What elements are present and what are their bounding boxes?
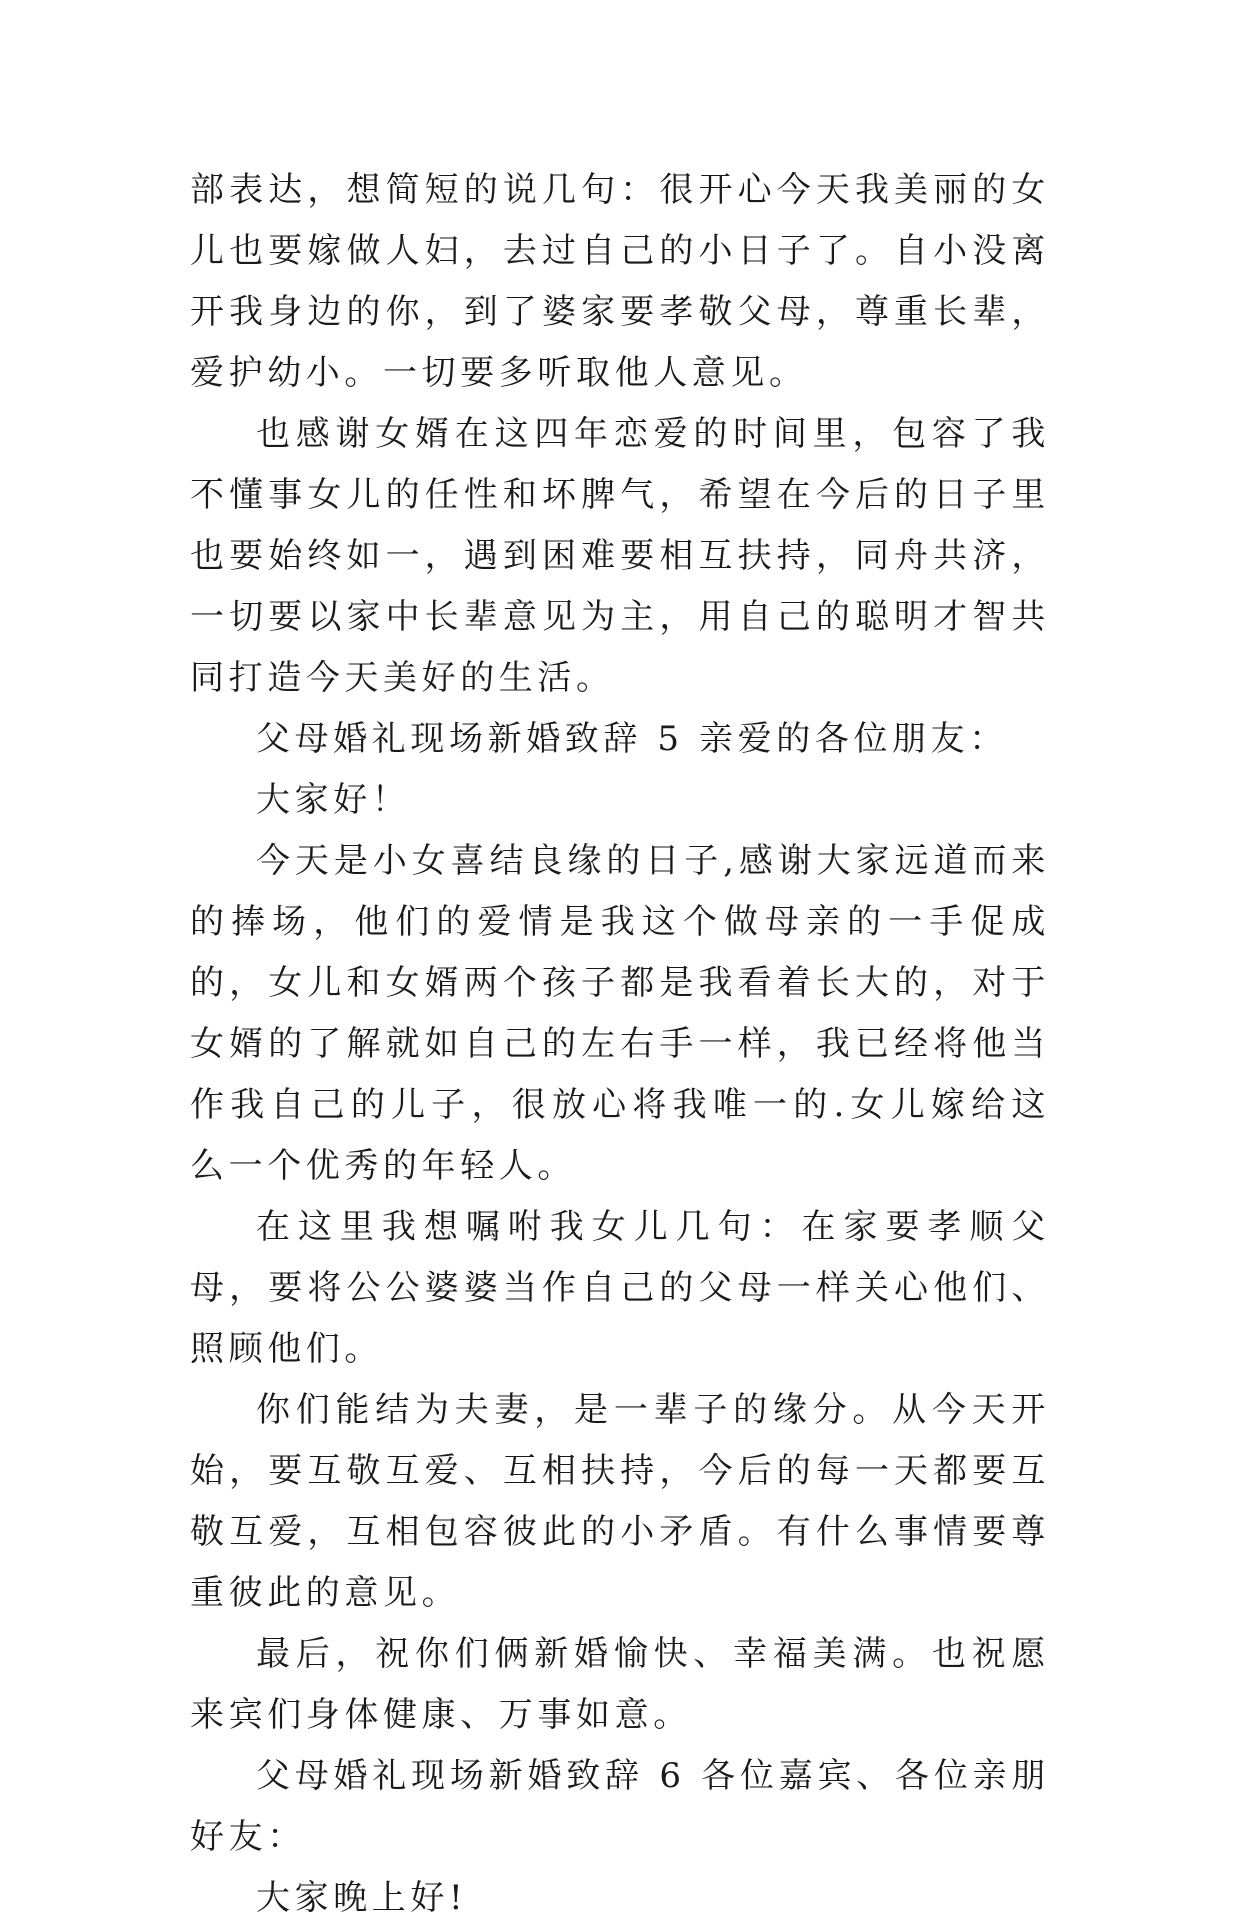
paragraph: 你们能结为夫妻，是一辈子的缘分。从今天开始，要互敬互爱、互相扶持，今后的每一天都要互敬互爱，互相包容彼此的小矛盾。有什么事情要尊重彼此的意见。 bbox=[190, 1390, 1050, 1613]
paragraph: 在这里我想嘱咐我女儿几句：在家要孝顺父母，要将公公婆婆当作自己的父母一样关心他们、照顾他们。 bbox=[190, 1207, 1050, 1369]
section-heading: 父母婚礼现场新婚致辞 6 各位嘉宾、各位亲朋好友： bbox=[190, 1756, 1050, 1857]
paragraph: 最后，祝你们俩新婚愉快、幸福美满。也祝愿来宾们身体健康、万事如意。 bbox=[190, 1634, 1050, 1735]
paragraph: 今天是小女喜结良缘的日子,感谢大家远道而来的捧场，他们的爱情是我这个做母亲的一手促成的，女儿和女婿两个孩子都是我看着长大的，对于女婿的了解就如自己的左右手一样，我已经将他当作我自己的儿子，很放心将我唯一的.女儿嫁给这么一个优秀的年轻人。 bbox=[190, 841, 1050, 1186]
paragraph-continuation: 部表达，想简短的说几句：很开心今天我美丽的女儿也要嫁做人妇，去过自己的小日子了。自小没离开我身边的你，到了婆家要孝敬父母，尊重长辈，爱护幼小。一切要多听取他人意见。 bbox=[190, 170, 1050, 393]
document-body bbox=[190, 160, 1050, 1929]
greeting: 大家好！ bbox=[256, 780, 411, 820]
greeting: 大家晚上好! bbox=[256, 1878, 468, 1918]
section-heading: 父母婚礼现场新婚致辞 5 亲爱的各位朋友： bbox=[256, 719, 1008, 759]
paragraph: 也感谢女婿在这四年恋爱的时间里，包容了我不懂事女儿的任性和坏脾气，希望在今后的日子里也要始终如一，遇到困难要相互扶持，同舟共济，一切要以家中长辈意见为主，用自己的聪明才智共同打造今天美好的生活。 bbox=[190, 414, 1050, 698]
